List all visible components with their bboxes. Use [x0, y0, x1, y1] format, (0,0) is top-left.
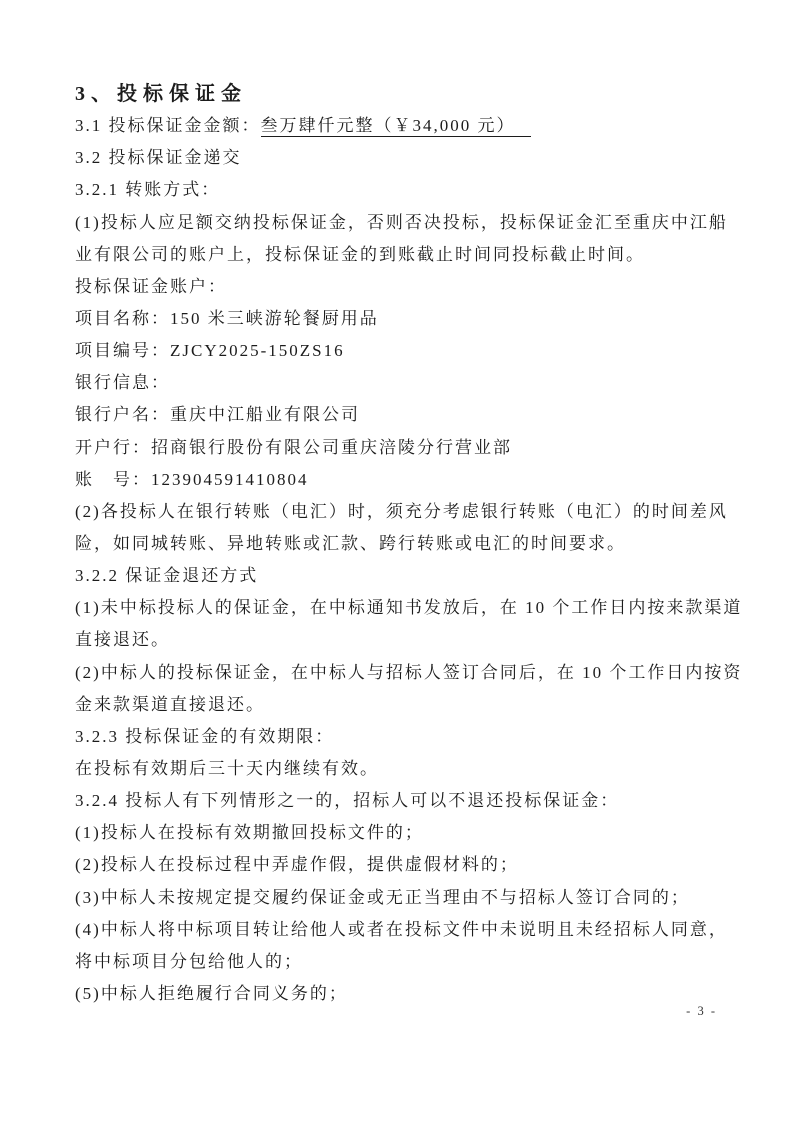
content-area	[75, 78, 743, 1010]
project-number-line: 项目编号：ZJCY2025-150ZS16	[75, 341, 345, 361]
doc-line: (5)中标人拒绝履行合同义务的；	[75, 983, 348, 1003]
doc-line: (1)投标人在投标有效期撤回投标文件的；	[75, 823, 424, 843]
project-name-line: 项目名称：150 米三峡游轮餐厨用品	[75, 308, 379, 328]
page-number: - 3 -	[686, 1004, 717, 1018]
doc-line: 险，如同城转账、异地转账或汇款、跨行转账或电汇的时间要求。	[75, 533, 626, 553]
doc-line: 直接退还。	[75, 630, 170, 650]
doc-line: 将中标项目分包给他人的；	[75, 951, 303, 971]
subsection-heading-forfeiture: 3.2.4 投标人有下列情形之一的，招标人可以不退还投标保证金：	[75, 791, 620, 811]
doc-line: 金来款渠道直接退还。	[75, 694, 265, 714]
subsection-heading-submission: 3.2 投标保证金递交	[75, 148, 242, 168]
bid-amount-label: 3.1 投标保证金金额：	[75, 116, 261, 136]
subsection-heading-refund-method: 3.2.2 保证金退还方式	[75, 566, 259, 586]
doc-line: (2)中标人的投标保证金，在中标人与招标人签订合同后，在 10 个工作日内按资	[75, 662, 743, 682]
doc-line: (2)各投标人在银行转账（电汇）时，须充分考虑银行转账（电汇）的时间差风	[75, 501, 728, 521]
doc-line: (4)中标人将中标项目转让给他人或者在投标文件中未说明且未经招标人同意，	[75, 919, 728, 939]
bank-account-name-line: 银行户名：重庆中江船业有限公司	[75, 405, 360, 425]
doc-line: 业有限公司的账户上，投标保证金的到账截止时间同投标截止时间。	[75, 244, 645, 264]
doc-line: (1)未中标投标人的保证金，在中标通知书发放后，在 10 个工作日内按来款渠道	[75, 598, 743, 618]
doc-line: (3)中标人未按规定提交履约保证金或无正当理由不与招标人签订合同的；	[75, 887, 690, 907]
deposit-account-label: 投标保证金账户：	[75, 276, 227, 296]
bank-branch-line: 开户行：招商银行股份有限公司重庆涪陵分行营业部	[75, 437, 512, 457]
bid-amount-line	[75, 110, 731, 142]
bank-info-label: 银行信息：	[75, 373, 170, 393]
doc-line: 在投标有效期后三十天内继续有效。	[75, 758, 379, 778]
account-number-line: 账 号：123904591410804	[75, 469, 309, 489]
doc-line: (2)投标人在投标过程中弄虚作假，提供虚假材料的；	[75, 855, 519, 875]
doc-line: (1)投标人应足额交纳投标保证金，否则否决投标，投标保证金汇至重庆中江船	[75, 212, 728, 232]
section-heading: 3、投标保证金	[75, 83, 247, 105]
bid-amount-value-underlined: 叁万肆仟元整（￥34,000 元）	[261, 116, 531, 137]
subsection-heading-validity-period: 3.2.3 投标保证金的有效期限：	[75, 726, 335, 746]
subsection-heading-transfer-method: 3.2.1 转账方式：	[75, 180, 221, 200]
